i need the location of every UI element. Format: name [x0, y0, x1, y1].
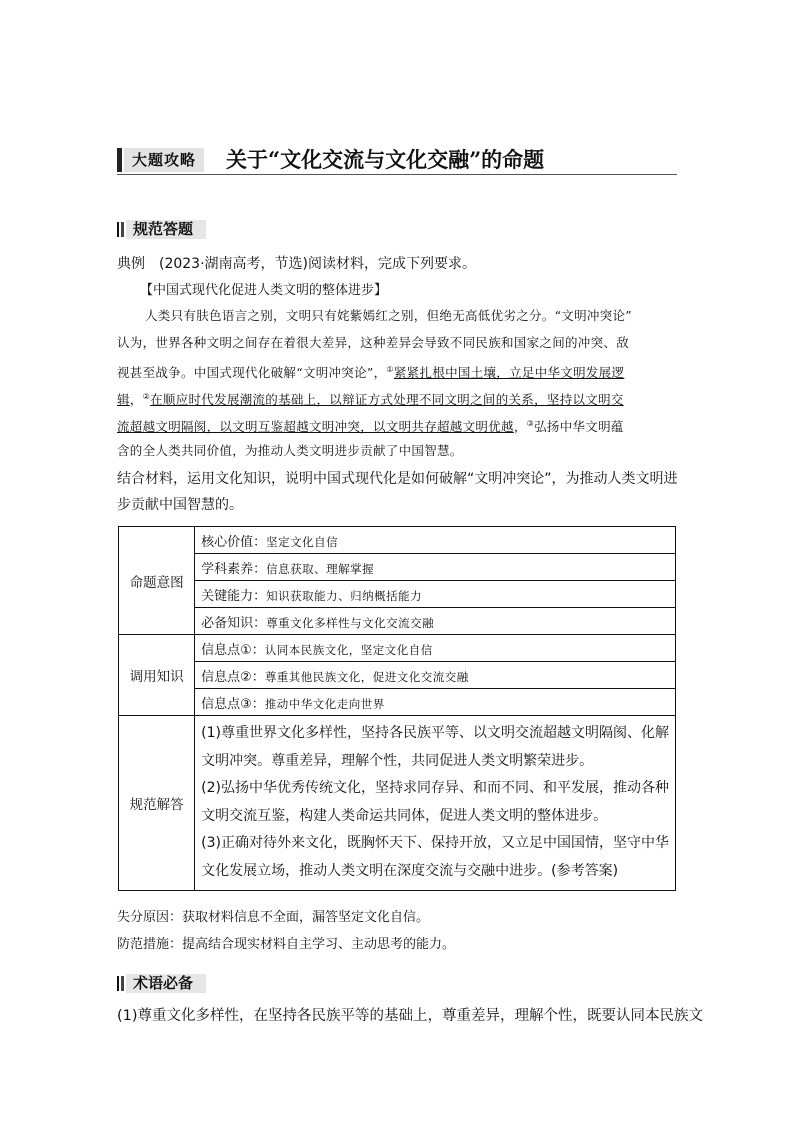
marker-3: ③ [526, 419, 535, 428]
table-row [119, 554, 676, 581]
marker-2: ② [142, 392, 151, 401]
heading-text: 术语必备 [133, 974, 194, 992]
material-text: ， [513, 419, 527, 435]
answer-line: 文明冲突。尊重差异，理解个性，共同促进人类文明繁荣进步。 [201, 752, 594, 769]
answer-line: 文明交流互鉴，构建人类命运共同体，促进人类文明的整体进步。 [201, 807, 608, 824]
table-cell: 信息点②：尊重其他民族文化，促进文化交流交融 [195, 662, 676, 689]
heading-text: 规范答题 [133, 220, 194, 238]
header-bar-mark [117, 148, 122, 172]
table-row [119, 716, 676, 891]
page-title: 关于“文化交流与文化交融”的命题 [226, 147, 545, 172]
marker-1: ① [386, 365, 394, 374]
table-cell: 必备知识：尊重文化多样性与文化交流交融 [195, 608, 676, 635]
terms-line: (1)尊重文化多样性，在坚持各民族平等的基础上，尊重差异，理解个性，既要认同本民族文 [117, 1008, 704, 1024]
table-row [119, 689, 676, 716]
material-line [117, 388, 624, 409]
underlined-point-2: 在顺应时代发展潮流的基础上，以辩证方式处理不同文明之间的关系，坚持以文明交 [150, 392, 624, 408]
header-divider [117, 174, 677, 175]
table-row [119, 662, 676, 689]
question-line: 结合材料，运用文化知识，说明中国式现代化是如何破解“文明冲突论”，为推动人类文明进 [117, 471, 678, 487]
material-text: 弘扬中华文明蕴 [534, 419, 624, 435]
analysis-table [118, 526, 676, 891]
table-cell: 信息点③：推动中华文化走向世界 [195, 689, 676, 716]
answer-line: 文化发展立场，推动人类文明在深度交流与交融中进步。(参考答案) [201, 862, 619, 879]
loss-reason: 失分原因：获取材料信息不全面，漏答坚定文化自信。 [117, 910, 430, 925]
heading-marker [121, 222, 124, 237]
heading-marker [117, 222, 119, 237]
example-intro: 典例 (2023·湖南高考，节选)阅读材料，完成下列要求。 [117, 256, 477, 272]
underlined-point-2-end: 流超越文明隔阂，以文明互鉴超越文明冲突，以文明共存超越文明优越 [117, 419, 514, 435]
table-category-answer: 规范解答 [119, 716, 195, 891]
heading-marker [117, 976, 119, 991]
table-cell: 核心价值：坚定文化自信 [195, 527, 676, 554]
answer-line: (3)正确对待外来文化，既胸怀天下、保持开放，又立足中国国情，坚守中华 [201, 835, 669, 852]
material-line: 认为，世界各种文明之间存在着很大差异，这种差异会导致不同民族和国家之间的冲突、敌 [117, 335, 630, 350]
answer-line: (1)尊重世界文化多样性，坚持各民族平等、以文明交流超越文明隔阂、化解 [201, 725, 669, 741]
table-cell: 学科素养：信息获取、理解掌握 [195, 554, 676, 581]
table-row [119, 635, 676, 662]
table-cell: 信息点①：认同本民族文化，坚定文化自信 [195, 635, 676, 662]
prevention-measures: 防范措施：提高结合现实材料自主学习、主动思考的能力。 [117, 937, 456, 952]
answer-line: (2)弘扬中华优秀传统文化，坚持求同存异、和而不同、和平发展，推动各种 [201, 780, 669, 797]
table-row [119, 608, 676, 635]
material-line [117, 415, 624, 436]
underlined-point-1-end: 辑 [117, 392, 130, 408]
table-category-intent: 命题意图 [119, 527, 195, 635]
table-category-knowledge: 调用知识 [119, 635, 195, 716]
question-line: 步贡献中国智慧的。 [117, 497, 243, 513]
underlined-point-1: 紧紧扎根中国土壤，立足中华文明发展逻 [393, 365, 625, 381]
answer-cell [195, 716, 676, 891]
material-line: 人类只有肤色语言之别，文明只有姹紫嫣红之别，但绝无高低优劣之分。“文明冲突论” [145, 308, 632, 323]
table-cell: 关键能力：知识获取能力、归纳概括能力 [195, 581, 676, 608]
material-text: 视甚至战争。中国式现代化破解“文明冲突论”， [117, 365, 387, 381]
material-title: 【中国式现代化促进人类文明的整体进步】 [140, 283, 388, 298]
heading-marker [121, 976, 124, 991]
material-text: ， [129, 392, 143, 408]
material-line: 含的全人类共同价值，为推动人类文明进步贡献了中国智慧。 [117, 443, 463, 458]
section-badge: 大题攻略 [124, 148, 204, 172]
material-line [117, 361, 624, 382]
table-row [119, 581, 676, 608]
table-row [119, 527, 676, 554]
